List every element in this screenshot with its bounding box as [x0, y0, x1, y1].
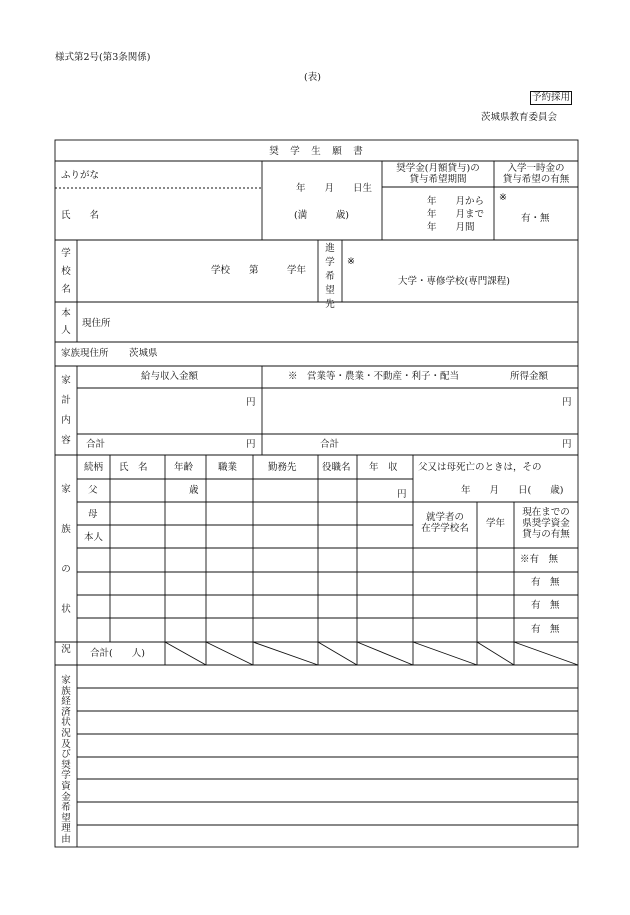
family-address-value: 茨城県: [129, 348, 158, 359]
col-occupation: 職業: [218, 462, 238, 473]
school-grade: 学校 第 学年: [211, 265, 307, 276]
family-total: 合計( 人): [90, 648, 145, 659]
row-father: 父: [88, 485, 98, 496]
loan-yes-no-4: 有 無: [531, 624, 560, 635]
salary-total-yen: 円: [246, 439, 256, 450]
person-label: 本人: [61, 308, 71, 336]
col-name: 氏 名: [119, 462, 148, 473]
form-number: 様式第2号(第3条関係): [55, 52, 151, 63]
father-income-yen: 円: [397, 489, 407, 500]
lump-sum-mark: ※: [499, 192, 507, 203]
loan-history-label: 現在までの 県奨学資金 貸与の有無: [522, 507, 570, 540]
birth-date: 年 月 日生: [296, 183, 373, 194]
col-workplace: 勤務先: [268, 462, 297, 473]
lump-sum-yes-no: 有・無: [521, 213, 550, 224]
income-amount-label: 所得金額: [510, 371, 549, 382]
desired-destination-label: 進学希望先: [325, 243, 335, 310]
row-mother: 母: [88, 509, 98, 520]
salary-yen: 円: [246, 397, 256, 408]
col-relation: 続柄: [84, 462, 104, 473]
family-status-label: 家族の状況: [61, 484, 71, 655]
row-self: 本人: [84, 532, 104, 543]
form-side-label: (表): [304, 72, 321, 83]
deceased-date: 年 月 日( 歳): [461, 485, 564, 496]
family-address-label: 家族現住所: [61, 348, 109, 359]
col-income: 年 収: [369, 462, 398, 473]
deceased-note: 父又は母死亡のときは，その: [418, 462, 542, 473]
business-income-label: ※ 営業等・農業・不動産・利子・配当: [288, 371, 460, 382]
name-label: 氏 名: [61, 210, 100, 221]
household-label: 家計内容: [61, 375, 71, 446]
business-yen: 円: [562, 397, 572, 408]
issuer: 茨城県教育委員会: [481, 112, 558, 123]
col-position: 役職名: [322, 462, 351, 473]
loan-period-label: 奨学金(月額貸与)の 貸与希望期間: [396, 163, 480, 185]
period-to: 年 月まで: [427, 209, 485, 220]
sibling-school-label: 就学者の 在学学校名: [421, 512, 469, 534]
salary-income-label: 給与収入金額: [140, 371, 198, 382]
age-field: (満 歳): [294, 210, 349, 221]
loan-yes-no-2: 有 無: [531, 577, 560, 588]
reservation-stamp: 予約採用: [532, 92, 571, 103]
period-months: 年 月間: [427, 222, 475, 233]
desired-mark: ※: [347, 256, 355, 267]
lump-sum-label: 入学一時金の 貸与希望の有無: [502, 163, 570, 185]
salary-total-label: 合計: [86, 439, 106, 450]
school-name-label: 学校名: [61, 248, 71, 295]
reason-label: 家族経済状況及び奨学資金希望理由: [61, 675, 71, 845]
business-total-label: 合計: [320, 439, 340, 450]
col-age: 年齢: [174, 462, 194, 473]
period-from: 年 月から: [427, 196, 485, 207]
business-total-yen: 円: [562, 439, 572, 450]
father-age-unit: 歳: [189, 485, 199, 496]
form-title: 奨 学 生 願 書: [269, 146, 364, 157]
grade-label: 学年: [485, 518, 505, 529]
furigana-label: ふりがな: [61, 170, 100, 181]
loan-yes-no-3: 有 無: [531, 600, 560, 611]
desired-destination: 大学・専修学校(専門課程): [398, 276, 510, 287]
loan-yes-no-1: ※有 無: [520, 554, 559, 565]
address-label: 現住所: [82, 318, 111, 329]
